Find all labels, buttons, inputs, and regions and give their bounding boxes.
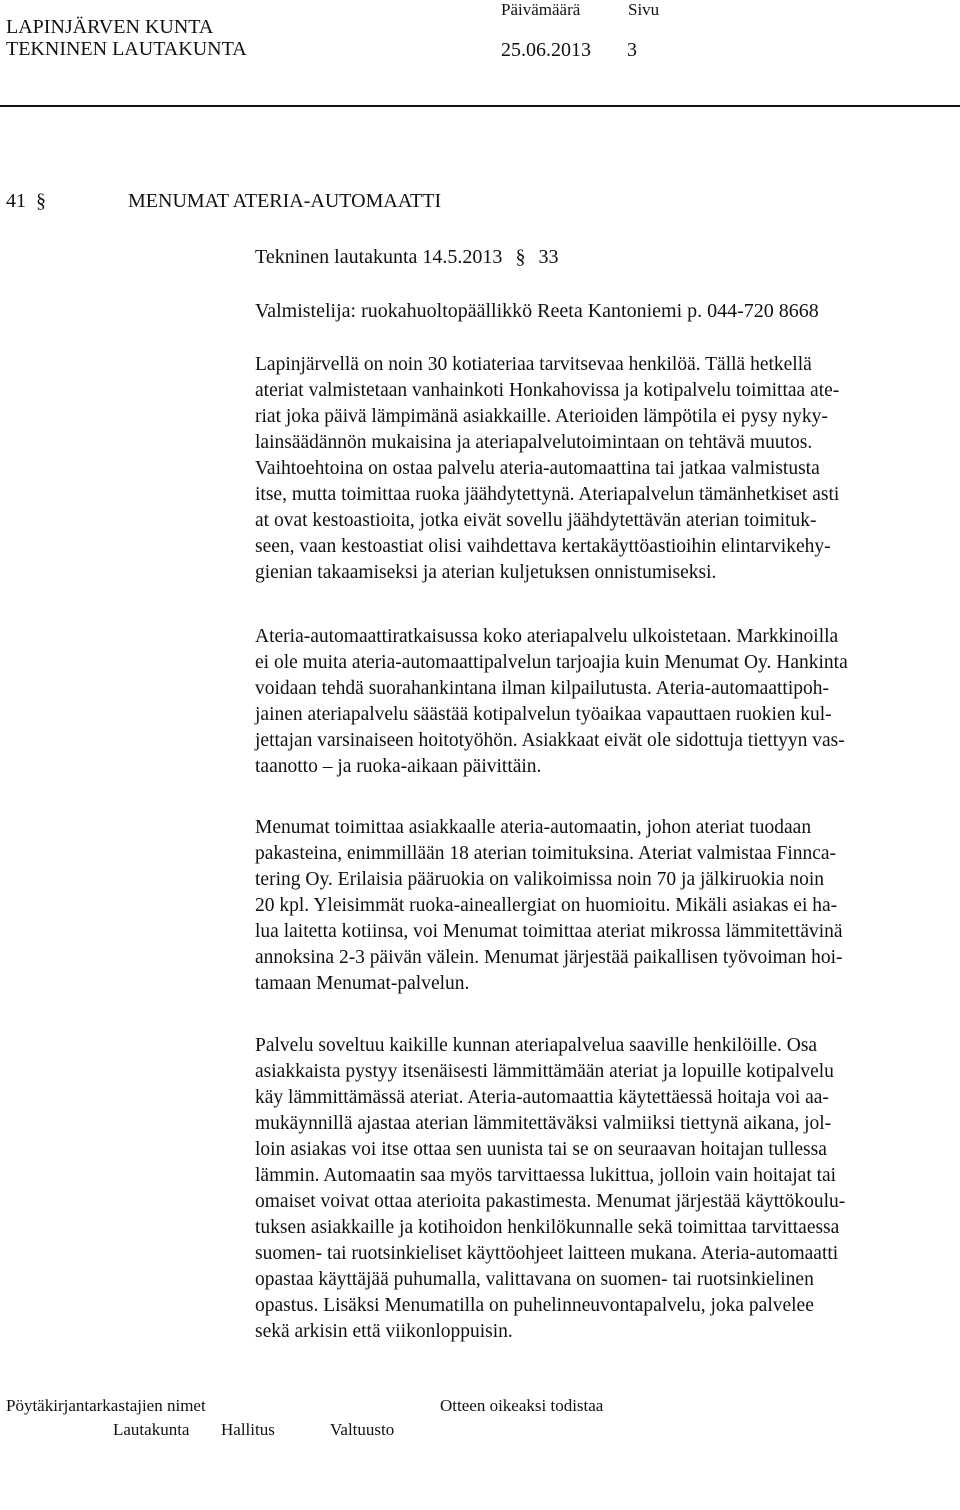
paragraph-line: lämmin. Automaatin saa myös tarvittaessa lukittua, jolloin vain hoitajat tai [255,1165,837,1186]
paragraph-line: taanotto – ja ruoka-aikaan päivittäin. [255,756,542,777]
paragraph-line: suomen- tai ruotsinkieliset käyttöohjeet laitteen mukana. Ateria-automaatti [255,1243,839,1264]
section-title: MENUMAT ATERIA-AUTOMAATTI [128,190,442,212]
paragraph-line: mukäynnillä ajastaa aterian lämmitettäväksi valmiiksi tiettynä aikana, jol- [255,1113,832,1134]
reference-number: 33 [538,246,559,268]
date-value: 25.06.2013 [501,39,591,61]
paragraph-line: seen, vaan kestoastiat olisi vaihdettava kertakäyttöastioihin elintarvikehy- [255,536,831,557]
paragraph-4 [255,1033,955,1345]
paragraph-line: gienian takaamiseksi ja aterian kuljetuksen onnistumiseksi. [255,562,717,583]
paragraph-line: asiakkaista pystyy itsenäisesti lämmittämään ateriat ja lopuille kotipalvelu [255,1061,834,1082]
paragraph-line: sekä arkisin että viikonloppuisin. [255,1321,513,1342]
page-label: Sivu [628,0,660,19]
paragraph-line: lua laitetta kotiinsa, voi Menumat toimittaa ateriat mikrossa lämmitettävinä [255,921,843,942]
paragraph-line: annoksina 2-3 päivän välein. Menumat järjestää paikallisen työvoiman hoi- [255,947,843,968]
paragraph-line: riat joka päivä lämpimänä asiakkaille. Aterioiden lämpötila ei pysy nyky- [255,406,828,427]
header-divider [0,105,960,107]
paragraph-2 [255,624,955,780]
paragraph-line: itse, mutta toimittaa ruoka jäähdytettynä. Ateriapalvelun tämänhetkiset asti [255,484,840,505]
reference-text: Tekninen lautakunta 14.5.2013 [255,246,503,268]
paragraph-line: tamaan Menumat-palvelun. [255,973,470,994]
paragraph-line: loin asiakas voi itse ottaa sen uunista tai se on seuraavan hoitajan tullessa [255,1139,827,1160]
paragraph-line: käy lämmittämässä ateriat. Ateria-automaattia käytettäessä hoitaja voi aa- [255,1087,829,1108]
paragraph-line: jettajan varsinaiseen hoitotyöhön. Asiakkaat eivät ole sidottuja tiettyyn vas- [255,730,845,751]
paragraph-line: pakasteina, enimmillään 18 aterian toimituksina. Ateriat valmistaa Finnca- [255,843,837,864]
paragraph-line: Lapinjärvellä on noin 30 kotiateriaa tarvitsevaa henkilöä. Tällä hetkellä [255,354,812,375]
paragraph-1 [255,352,955,586]
board-valtuusto: Valtuusto [330,1420,395,1439]
paragraph-line: Menumat toimittaa asiakkaalle ateria-automaatin, johon ateriat tuodaan [255,817,812,838]
paragraph-line: Palvelu soveltuu kaikille kunnan ateriapalvelua saaville henkilöille. Osa [255,1035,818,1056]
org-name: LAPINJÄRVEN KUNTA [6,16,214,38]
paragraph-line: opastaa käyttäjää puhumalla, valittavana on suomen- tai ruotsinkielinen [255,1269,814,1290]
reviewers-label: Pöytäkirjantarkastajien nimet [6,1396,206,1415]
date-label: Päivämäärä [501,0,581,19]
board-hallitus: Hallitus [221,1420,275,1439]
certify-label: Otteen oikeaksi todistaa [440,1396,604,1415]
reference-mark: § [515,246,526,268]
section-mark: § [36,190,46,212]
paragraph-line: omaiset voivat ottaa aterioita pakastimesta. Menumat järjestää käyttökoulu- [255,1191,846,1212]
paragraph-line: Ateria-automaattiratkaisussa koko ateriapalvelu ulkoistetaan. Markkinoilla [255,626,839,647]
paragraph-3 [255,815,955,997]
paragraph-line: tuksen asiakkaille ja kotihoidon henkilökunnalle sekä toimittaa tarvittaessa [255,1217,840,1238]
paragraph-line: lainsäädännön mukaisina ja ateriapalvelutoimintaan on tehtävä muutos. [255,432,813,453]
paragraph-line: jainen ateriapalvelu säästää kotipalvelun työaikaa vapauttaen ruokien kul- [255,704,832,725]
reference-line [255,246,558,268]
paragraph-line: at ovat kestoastioita, jotka eivät sovellu jäähdytettävän aterian toimituk- [255,510,817,531]
paragraph-line: Vaihtoehtoina on ostaa palvelu ateria-automaattina tai jatkaa valmistusta [255,458,820,479]
paragraph-line: voidaan tehdä suorahankintana ilman kilpailutusta. Ateria-automaattipoh- [255,678,829,699]
board-lautakunta: Lautakunta [113,1420,190,1439]
page-value: 3 [627,39,637,61]
section-number: 41 [6,190,26,212]
paragraph-line: opastus. Lisäksi Menumatilla on puhelinneuvontapalvelu, joka palvelee [255,1295,814,1316]
preparer-line: Valmistelija: ruokahuoltopäällikkö Reeta Kantoniemi p. 044-720 8668 [255,300,819,322]
paragraph-line: ateriat valmistetaan vanhainkoti Honkahovissa ja kotipalvelu toimittaa ate- [255,380,840,401]
board-name: TEKNINEN LAUTAKUNTA [6,38,247,60]
paragraph-line: 20 kpl. Yleisimmät ruoka-aineallergiat on huomioitu. Mikäli asiakas ei ha- [255,895,838,916]
paragraph-line: ei ole muita ateria-automaattipalvelun tarjoajia kuin Menumat Oy. Hankinta [255,652,848,673]
paragraph-line: tering Oy. Erilaisia pääruokia on valikoimissa noin 70 ja jälkiruokia noin [255,869,824,890]
